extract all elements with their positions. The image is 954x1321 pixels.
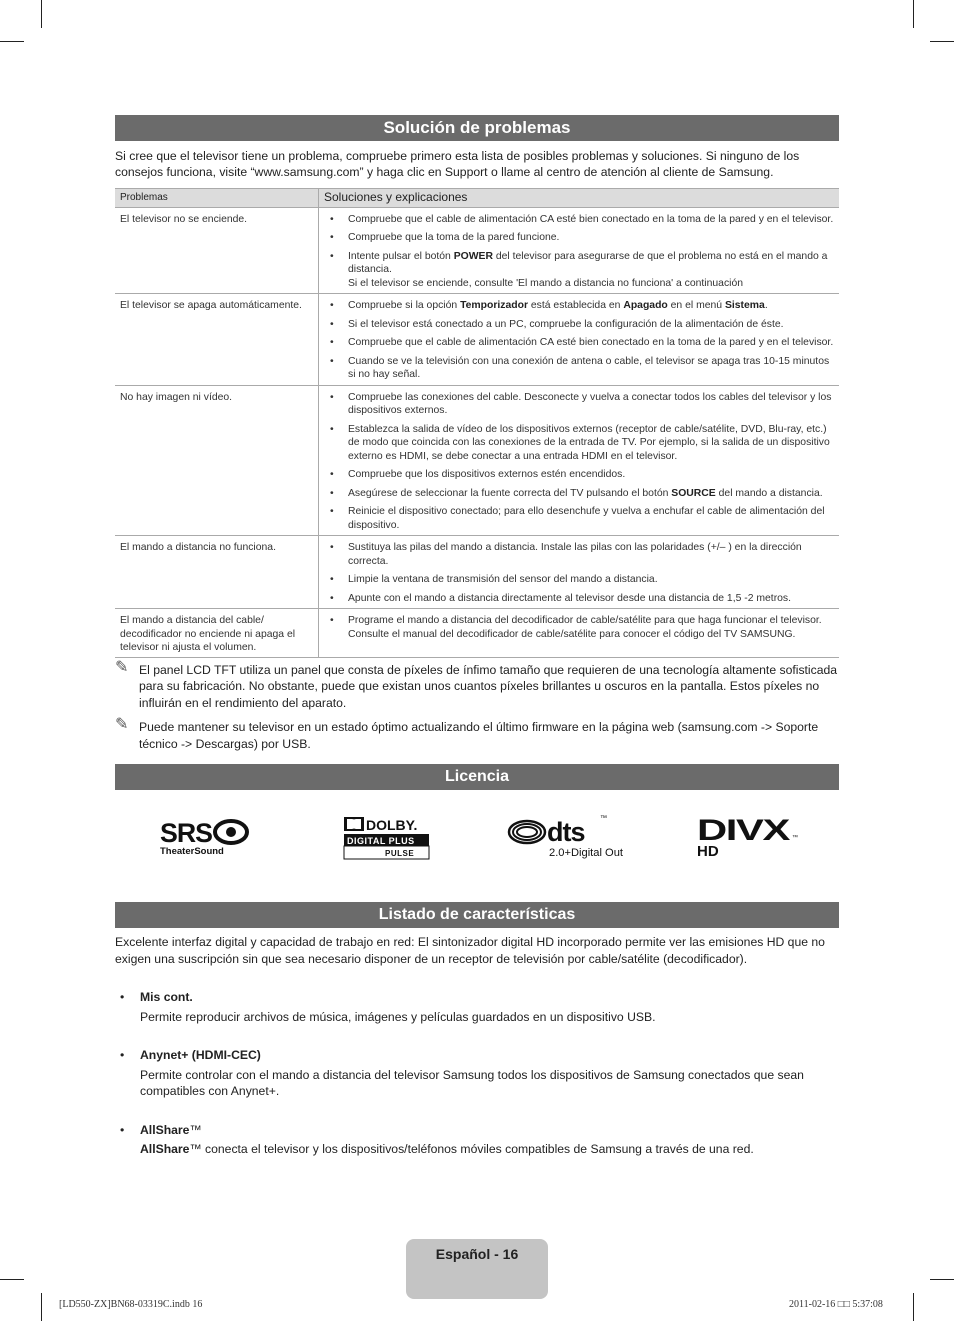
crop-mark xyxy=(930,1279,954,1280)
table-row xyxy=(115,609,839,658)
dts-logo-mark: dts xyxy=(547,817,585,847)
srs-logo-mark: SRS xyxy=(160,818,212,848)
solution-text: Programe el mando a distancia del decodificador de cable/satélite para que haga funcionar el televisor. Consulte el manual del decodificador de cable/satélite para conocer el código del TV SAMSUNG. xyxy=(348,615,822,640)
solution-item xyxy=(324,423,834,464)
solution-item xyxy=(324,231,834,245)
table-row xyxy=(115,385,839,536)
dolby-logo-line2: PULSE xyxy=(385,849,415,858)
solution-item xyxy=(324,573,834,587)
bullet: • xyxy=(330,542,334,553)
feature-item xyxy=(115,1047,839,1100)
feature-description-bold: AllShare xyxy=(140,1142,190,1156)
feature-item xyxy=(115,989,839,1025)
solution-item xyxy=(324,468,834,482)
column-header-problems: Problemas xyxy=(115,189,319,208)
feature-description: Permite reproducir archivos de música, imágenes y películas guardados en un dispositivo USB. xyxy=(140,1009,656,1024)
feature-title: Mis cont. xyxy=(140,990,193,1004)
problem-cell: El mando a distancia del cable/ decodificador no enciende ni apaga el televisor ni ajusta el volumen. xyxy=(115,609,319,658)
solution-text: en el menú xyxy=(667,300,725,311)
note-text: Puede mantener su televisor en un estado óptimo actualizando el último firmware en la página web (samsung.com -> Soporte técnico -> Descargas) por USB. xyxy=(139,720,819,751)
note-text: El panel LCD TFT utiliza un panel que consta de píxeles de ínfimo tamaño que requieren de una tecnología altamente sofisticada para su fabricación. No obstante, puede que existan unos cuantos píxeles brillantes u oscuros en la pantalla. Estos píxeles no influirán en el rendimiento del aparato. xyxy=(139,662,838,710)
srs-logo-icon xyxy=(159,814,251,856)
footer-file-info: [LD550-ZX]BN68-03319C.indb 16 xyxy=(59,1299,203,1310)
table-row xyxy=(115,207,839,294)
solution-text: del televisor para asegurarse de que el problema no está en el mando a distancia. xyxy=(348,250,828,275)
solution-cell xyxy=(319,536,840,609)
crop-mark xyxy=(913,0,914,28)
solution-text: Reinicie el dispositivo conectado; para ello desenchufe y vuelva a enchufar el cable de alimentación del dispositivo. xyxy=(348,506,825,531)
solution-item xyxy=(324,355,834,382)
solution-item xyxy=(324,299,834,313)
crop-mark xyxy=(913,1293,914,1321)
solution-cell xyxy=(319,294,840,386)
features-intro: Excelente interfaz digital y capacidad de trabajo en red: El sintonizador digital HD incorporado permite ver las emisiones HD que no exigen una suscripción sin que sea necesario disponer de un receptor de televisión por cable/satélite (decodificador). xyxy=(115,935,825,966)
dts-logo-icon xyxy=(507,812,633,864)
table-row xyxy=(115,294,839,386)
license-logos xyxy=(115,790,839,902)
troubleshooting-table xyxy=(115,188,839,658)
dolby-logo-line1: DIGITAL PLUS xyxy=(347,836,415,846)
bullet: • xyxy=(330,487,334,499)
feature-description-rest: ™ conecta el televisor y los dispositivos/teléfonos móviles compatibles de Samsung a través de una red. xyxy=(189,1142,754,1156)
table-body xyxy=(115,207,839,657)
solution-text: Intente pulsar el botón xyxy=(348,250,454,262)
dts-logo-tm: ™ xyxy=(600,815,607,822)
solution-item xyxy=(324,318,834,332)
solution-keyword: SOURCE xyxy=(671,487,716,499)
table-header-row xyxy=(115,189,839,208)
problem-cell: El mando a distancia no funciona. xyxy=(115,536,319,609)
pencil-note-icon: ✎ xyxy=(115,658,129,676)
bullet: • xyxy=(330,391,334,403)
solution-text: . xyxy=(764,300,768,311)
feature-title xyxy=(140,1122,839,1139)
solution-text: Sustituya las pilas del mando a distancia. Instale las pilas con las polaridades (+/– ) en la dirección correcta. xyxy=(348,542,802,567)
crop-mark xyxy=(0,41,24,42)
crop-mark xyxy=(930,41,954,42)
solution-item xyxy=(324,541,834,568)
notes xyxy=(115,658,839,753)
solution-item xyxy=(324,487,834,501)
note xyxy=(115,716,839,752)
solution-item xyxy=(324,391,834,418)
bullet: • xyxy=(120,1048,125,1062)
license-heading: Licencia xyxy=(115,764,839,790)
page-content xyxy=(115,115,839,1158)
solution-item xyxy=(324,592,834,606)
bullet: • xyxy=(330,506,334,517)
solution-keyword: Apagado xyxy=(623,300,668,311)
crop-mark xyxy=(0,1279,24,1280)
page-number-tab xyxy=(406,1239,548,1299)
solution-item xyxy=(324,614,834,641)
solution-text: Cuando se ve la televisión con una conexión de antena o cable, el televisor se apaga tras 10-15 minutos si no hay señal. xyxy=(348,355,830,380)
solution-text: Si el televisor se enciende, consulte 'El mando a distancia no funciona' a continuación xyxy=(348,277,744,289)
solution-keyword: Temporizador xyxy=(460,300,528,311)
bullet: • xyxy=(330,337,334,348)
divx-logo-mark: DIVX xyxy=(697,816,791,847)
column-header-solutions: Soluciones y explicaciones xyxy=(319,189,840,208)
bullet: • xyxy=(120,1122,125,1137)
bullet: • xyxy=(330,355,334,367)
solution-text: Limpie la ventana de transmisión del sensor del mando a distancia. xyxy=(348,574,658,585)
footer-timestamp: 2011-02-16 □□ 5:37:08 xyxy=(789,1299,883,1310)
dts-logo-sub: 2.0+Digital Out xyxy=(549,847,623,859)
features-heading: Listado de características xyxy=(115,902,839,928)
solution-text: Apunte con el mando a distancia directamente al televisor desde una distancia de 1,5 -2 metros. xyxy=(348,592,792,604)
dolby-logo-icon xyxy=(343,816,433,860)
solution-text: Compruebe que el cable de alimentación CA esté bien conectado en la toma de la pared y en el televisor. xyxy=(348,337,834,348)
bullet: • xyxy=(330,592,334,604)
divx-logo-sub: HD xyxy=(697,843,719,858)
feature-title: Anynet+ (HDMI-CEC) xyxy=(140,1048,261,1062)
solution-text: está establecida en xyxy=(528,300,624,311)
solution-text: del mando a distancia. xyxy=(715,487,823,499)
crop-mark xyxy=(41,0,42,28)
pencil-note-icon: ✎ xyxy=(115,716,129,733)
problem-cell: El televisor se apaga automáticamente. xyxy=(115,294,319,386)
table-row xyxy=(115,536,839,609)
solution-cell xyxy=(319,207,840,294)
note xyxy=(115,658,839,712)
bullet: • xyxy=(330,213,334,225)
problem-cell: El televisor no se enciende. xyxy=(115,207,319,294)
bullet: • xyxy=(330,232,334,243)
solution-item xyxy=(324,250,834,291)
solution-text: Asegúrese de seleccionar la fuente correcta del TV pulsando el botón xyxy=(348,487,672,499)
bullet: • xyxy=(330,318,334,330)
troubleshooting-heading: Solución de problemas xyxy=(115,115,839,141)
solution-text: Si el televisor está conectado a un PC, compruebe la configuración de la alimentación de éste. xyxy=(348,318,784,330)
solution-text: Establezca la salida de vídeo de los dispositivos externos (receptor de cable/satélite, DVD, Blu-ray, etc.) de modo que coincida con las conexiones de la entrada de TV. Por ejemplo, si la salida de un dispositivo externo es HDMI, se debe conectar a una entrada HDMI en el televisor. xyxy=(348,423,830,462)
bullet: • xyxy=(330,615,334,626)
bullet: • xyxy=(330,423,334,435)
divx-logo-tm: ™ xyxy=(792,835,798,841)
bullet: • xyxy=(330,250,334,262)
feature-description: Permite controlar con el mando a distancia del televisor Samsung todos los dispositivos de Samsung conectados que sean compatibles con Anynet+. xyxy=(140,1067,804,1098)
bullet: • xyxy=(330,469,334,480)
feature-title-rest: ™ xyxy=(189,1122,202,1137)
crop-mark xyxy=(41,1293,42,1321)
solution-item xyxy=(324,505,834,532)
solution-text: Compruebe que los dispositivos externos estén encendidos. xyxy=(348,469,626,480)
srs-logo-sub: TheaterSound xyxy=(160,846,224,856)
dolby-logo-mark: DOLBY. xyxy=(366,817,418,833)
bullet: • xyxy=(330,300,334,311)
solution-keyword: POWER xyxy=(453,250,493,262)
bullet: • xyxy=(120,990,125,1004)
feature-title-bold: AllShare xyxy=(140,1122,190,1137)
page-number-label: Español - 16 xyxy=(435,1246,519,1262)
solution-keyword: Sistema xyxy=(724,300,765,311)
problem-cell: No hay imagen ni vídeo. xyxy=(115,385,319,536)
divx-logo-icon xyxy=(697,816,801,858)
feature-description xyxy=(140,1141,839,1158)
bullet: • xyxy=(330,574,334,585)
solution-cell xyxy=(319,385,840,536)
solution-text: Compruebe que el cable de alimentación CA esté bien conectado en la toma de la pared y en el televisor. xyxy=(348,213,834,225)
solution-text: Compruebe que la toma de la pared funcione. xyxy=(348,232,560,243)
troubleshooting-intro: Si cree que el televisor tiene un problema, compruebe primero esta lista de posibles problemas y soluciones. Si ninguno de los consejos funciona, visite “www.samsung.com” y haga clic en Support o llame al centro de atención al cliente de Samsung. xyxy=(115,149,800,179)
solution-cell xyxy=(319,609,840,658)
solution-text: Compruebe las conexiones del cable. Desconecte y vuelva a conectar todos los cables del televisor y los dispositivos externos. xyxy=(348,391,832,416)
feature-item xyxy=(115,1122,839,1158)
solution-item xyxy=(324,336,834,350)
solution-text: Compruebe si la opción xyxy=(348,300,461,311)
solution-item xyxy=(324,213,834,227)
